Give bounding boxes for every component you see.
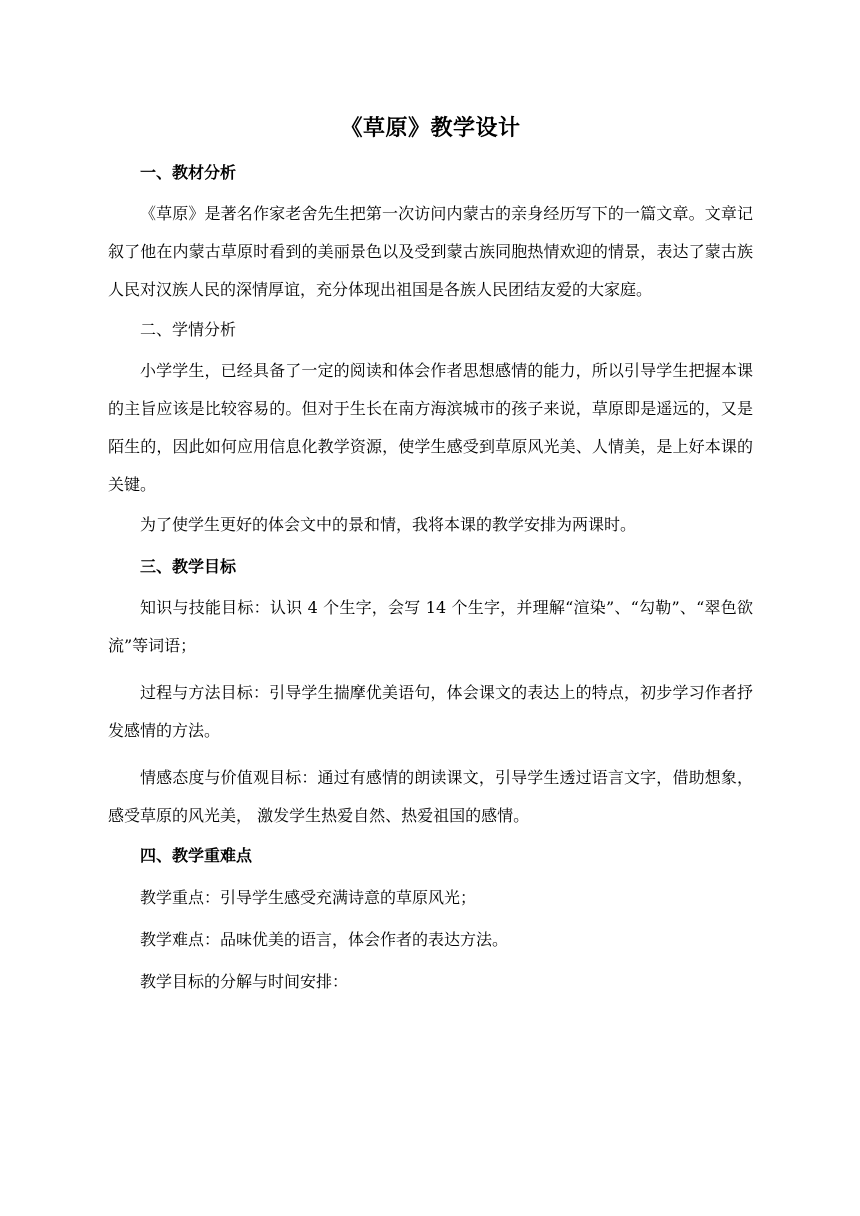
section-heading-key-points: 四、教学重难点 [140, 846, 253, 865]
document-title: 《草原》教学设计 [340, 115, 521, 141]
paragraph-schedule: 教学目标的分解与时间安排： [140, 972, 349, 991]
section-heading-goals: 三、教学目标 [140, 557, 237, 576]
paragraph-goal-process: 过程与方法目标：引导学生揣摩优美语句，体会课文的表达上的特点，初步学习作者抒发感情的方法。 [108, 683, 753, 740]
paragraph-goal-emotion: 情感态度与价值观目标：通过有感情的朗读课文，引导学生透过语言文字，借助想象，感受草原的风光美， 激发学生热爱自然、热爱祖国的感情。 [108, 768, 753, 825]
section-heading-materials: 一、教材分析 [140, 163, 237, 182]
paragraph-key-point: 教学重点：引导学生感受充满诗意的草原风光； [140, 888, 477, 907]
paragraph-goal-knowledge: 知识与技能目标：认识 4 个生字，会写 14 个生字，并理解“渲染”、“勾勒”、“翠色欲流”等词语； [108, 598, 753, 655]
paragraph-students-analysis: 小学学生，已经具备了一定的阅读和体会作者思想感情的能力，所以引导学生把握本课的主旨应该是比较容易的。但对于生长在南方海滨城市的孩子来说，草原即是遥远的，又是陌生的，因此如何应用信息化教学资源，使学生感受到草原风光美、人情美，是上好本课的关键。 [108, 361, 753, 494]
paragraph-materials-analysis: 《草原》是著名作家老舍先生把第一次访问内蒙古的亲身经历写下的一篇文章。文章记叙了他在内蒙古草原时看到的美丽景色以及受到蒙古族同胞热情欢迎的情景，表达了蒙古族人民对汉族人民的深情厚谊，充分体现出祖国是各族人民团结友爱的大家庭。 [108, 204, 753, 299]
paragraph-difficult-point: 教学难点：品味优美的语言，体会作者的表达方法。 [140, 930, 509, 949]
section-heading-students: 二、学情分析 [140, 320, 237, 339]
paragraph-lesson-arrangement: 为了使学生更好的体会文中的景和情，我将本课的教学安排为两课时。 [140, 515, 637, 534]
document-page [108, 112, 753, 1012]
